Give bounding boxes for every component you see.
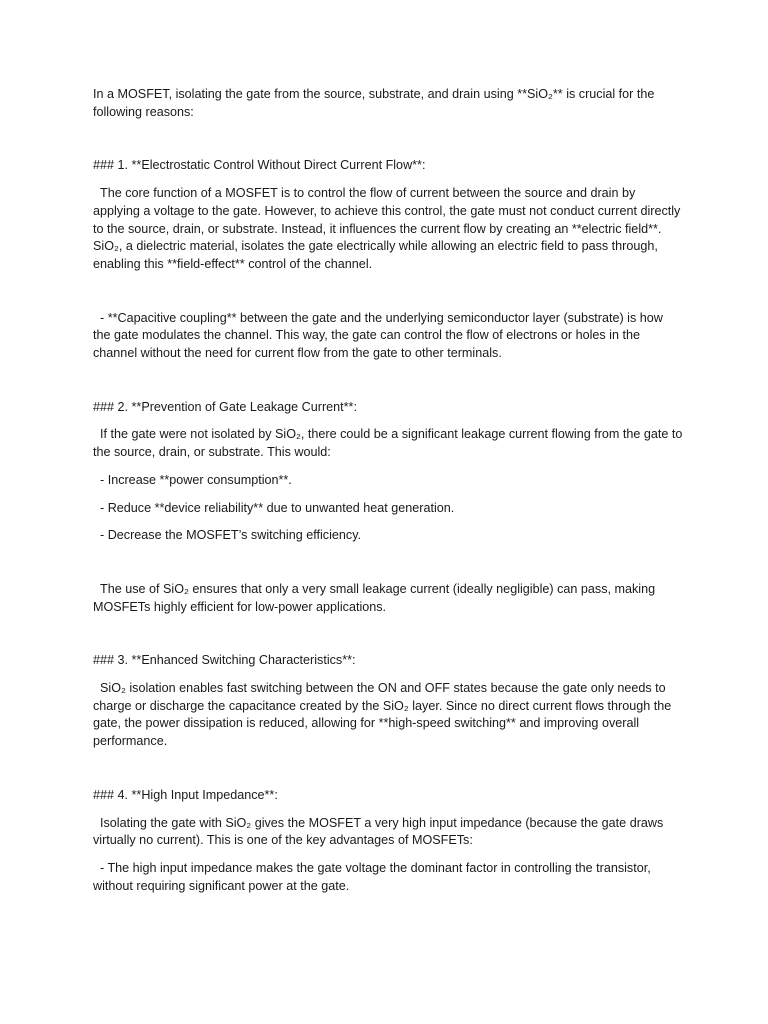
section-3-paragraph: SiO₂ isolation enables fast switching between the ON and OFF states because the gate only needs to charge or discharge the capacitance created by the SiO₂ layer. Since no direct current flows through the gate, the power dissipation is reduced, allowing for **high-speed switching** and improving overall performance. xyxy=(93,681,675,749)
section-4-bullet: - The high input impedance makes the gate voltage the dominant factor in controlling the transistor, without requiring significant power at the gate. xyxy=(93,860,655,893)
section-1-heading: ### 1. **Electrostatic Control Without Direct Current Flow**: xyxy=(93,158,426,173)
section-1-paragraph: The core function of a MOSFET is to control the flow of current between the source and drain by applying a voltage to the gate. However, to achieve this control, the gate must not conduct current directly to the source, drain, or substrate. Instead, it influences the current flow by creating an **electric field**. SiO₂, a dielectric material, isolates the gate electrically while allowing an electric field to pass through, enabling this **field-effect** control of the channel. xyxy=(93,186,684,271)
section-2-paragraph: If the gate were not isolated by SiO₂, there could be a significant leakage current flowing from the gate to the source, drain, or substrate. This would: xyxy=(93,427,686,460)
section-2-bullet-1: - Increase **power consumption**. xyxy=(93,472,292,487)
section-4-heading: ### 4. **High Input Impedance**: xyxy=(93,787,278,802)
section-2-heading: ### 2. **Prevention of Gate Leakage Current**: xyxy=(93,399,357,414)
section-2-closing: The use of SiO₂ ensures that only a very small leakage current (ideally negligible) can pass, making MOSFETs highly efficient for low-power applications. xyxy=(93,581,659,614)
section-2-bullet-3: - Decrease the MOSFET’s switching efficiency. xyxy=(93,528,362,543)
section-1-bullet: - **Capacitive coupling** between the gate and the underlying semiconductor layer (substrate) is how the gate modulates the channel. This way, the gate can control the flow of electrons or holes in the channel without the need for current flow from the gate to other terminals. xyxy=(93,310,667,361)
document-page xyxy=(93,86,686,895)
section-3-heading: ### 3. **Enhanced Switching Characteristics**: xyxy=(93,653,356,668)
section-2-bullet-2: - Reduce **device reliability** due to unwanted heat generation. xyxy=(93,500,455,515)
section-4-paragraph: Isolating the gate with SiO₂ gives the MOSFET a very high input impedance (because the gate draws virtually no current). This is one of the key advantages of MOSFETs: xyxy=(93,815,667,848)
intro-paragraph: In a MOSFET, isolating the gate from the source, substrate, and drain using **SiO₂** is crucial for the following reasons: xyxy=(93,87,658,119)
